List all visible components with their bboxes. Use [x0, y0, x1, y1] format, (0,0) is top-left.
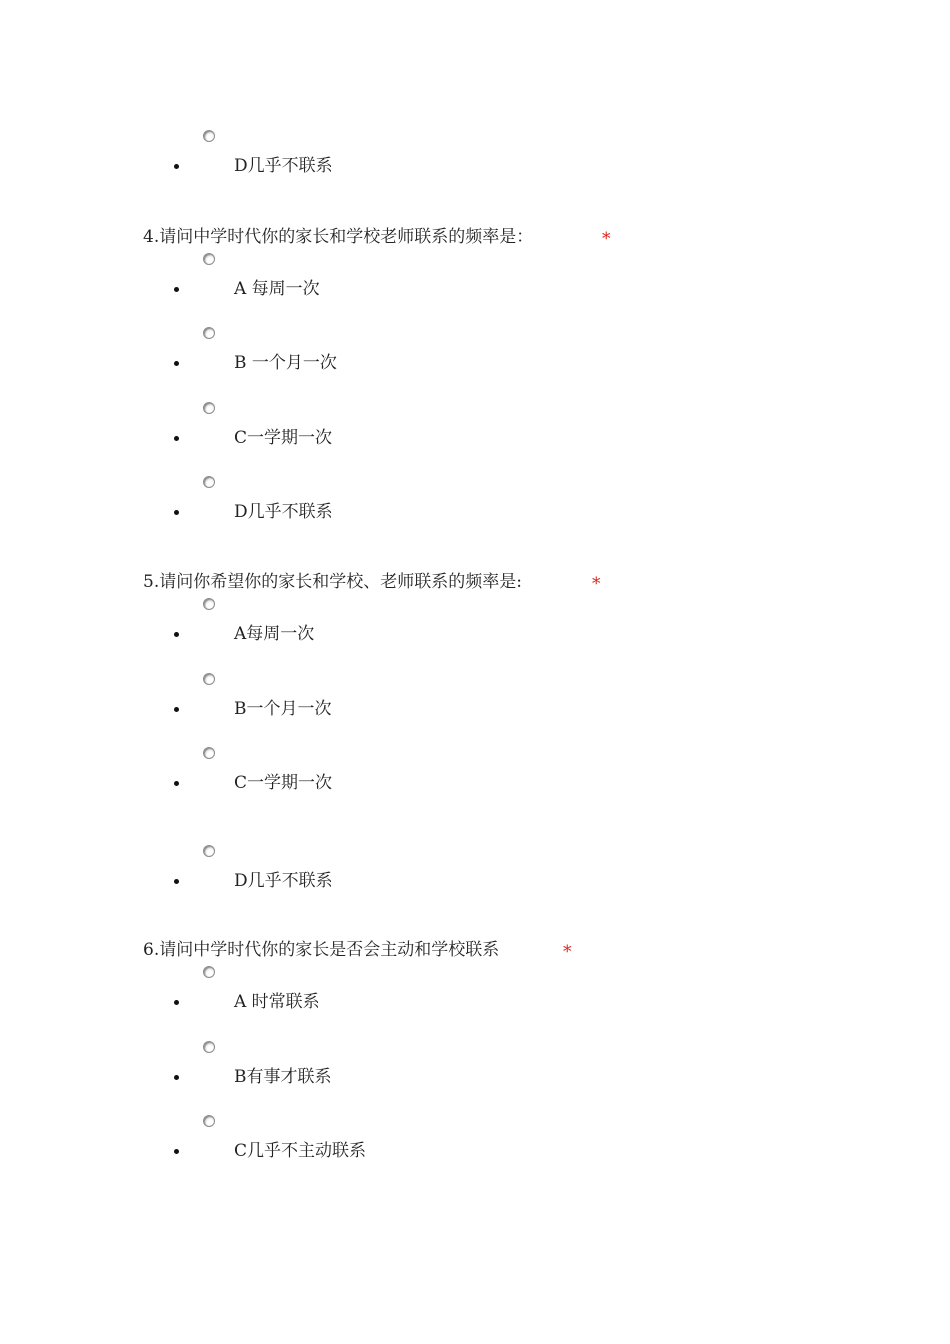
radio-button-option-b[interactable] — [203, 327, 215, 339]
bullet-icon — [174, 879, 179, 884]
radio-button-option-d[interactable] — [203, 130, 215, 142]
required-asterisk: * — [602, 229, 611, 249]
option-label-c: C一学期一次 — [234, 428, 333, 448]
required-asterisk: * — [592, 574, 601, 594]
bullet-icon — [174, 287, 179, 292]
option-label-d: D几乎不联系 — [234, 871, 333, 891]
radio-button-option-a[interactable] — [203, 253, 215, 265]
option-label-b: B有事才联系 — [234, 1067, 332, 1087]
option-label-d: D几乎不联系 — [234, 502, 333, 522]
bullet-icon — [174, 436, 179, 441]
required-asterisk: * — [563, 942, 572, 962]
bullet-icon — [174, 1000, 179, 1005]
option-label-b: B一个月一次 — [234, 699, 332, 719]
radio-button-option-d[interactable] — [203, 845, 215, 857]
question-title: 5.请问你希望你的家长和学校、老师联系的频率是: — [143, 572, 522, 592]
bullet-icon — [174, 510, 179, 515]
option-label-a: A每周一次 — [234, 624, 315, 644]
radio-button-option-c[interactable] — [203, 747, 215, 759]
radio-button-option-d[interactable] — [203, 476, 215, 488]
radio-button-option-a[interactable] — [203, 966, 215, 978]
option-label-d: D几乎不联系 — [234, 156, 333, 176]
bullet-icon — [174, 1075, 179, 1080]
question-title: 4.请问中学时代你的家长和学校老师联系的频率是： — [143, 227, 534, 247]
radio-button-option-c[interactable] — [203, 1115, 215, 1127]
option-label-b: B 一个月一次 — [234, 353, 337, 373]
radio-button-option-a[interactable] — [203, 598, 215, 610]
bullet-icon — [174, 632, 179, 637]
bullet-icon — [174, 1149, 179, 1154]
radio-button-option-b[interactable] — [203, 673, 215, 685]
bullet-icon — [174, 164, 179, 169]
bullet-icon — [174, 361, 179, 366]
question-title: 6.请问中学时代你的家长是否会主动和学校联系 — [143, 940, 500, 960]
option-label-a: A 每周一次 — [234, 279, 320, 299]
bullet-icon — [174, 781, 179, 786]
bullet-icon — [174, 707, 179, 712]
radio-button-option-c[interactable] — [203, 402, 215, 414]
option-label-c: C一学期一次 — [234, 773, 333, 793]
option-label-a: A 时常联系 — [234, 992, 320, 1012]
radio-button-option-b[interactable] — [203, 1041, 215, 1053]
option-label-c: C几乎不主动联系 — [234, 1141, 367, 1161]
